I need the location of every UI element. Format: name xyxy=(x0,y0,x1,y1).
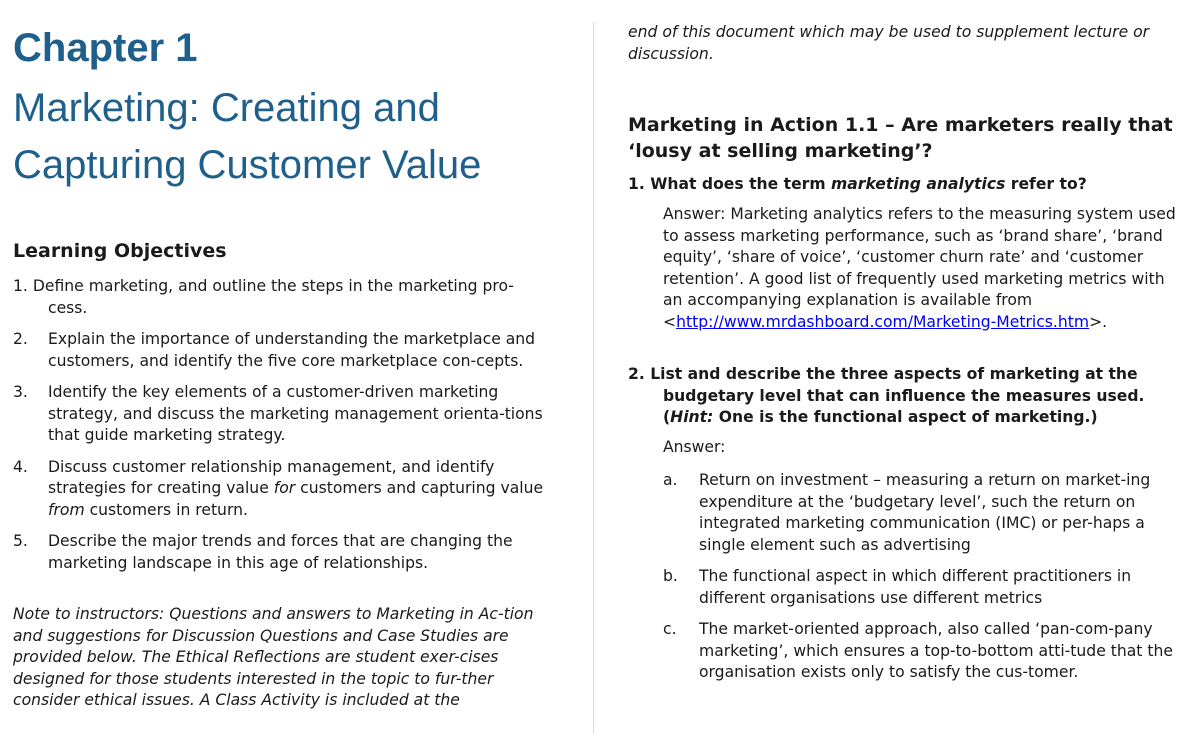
metrics-link[interactable]: http://www.mrdashboard.com/Marketing-Metrics.htm xyxy=(676,312,1090,331)
objectives-list xyxy=(13,276,568,584)
section-heading: Marketing in Action 1.1 – Are marketers really that ‘lousy at selling marketing’? xyxy=(628,114,1173,162)
list-item: 1. Define marketing, and outline the steps in the marketing pro- cess. xyxy=(13,277,514,317)
learning-objectives-heading: Learning Objectives xyxy=(13,240,227,262)
question-1: 1. What does the term marketing analytics refer to? xyxy=(628,175,1087,193)
list-item: 5. Describe the major trends and forces that are changing the marketing landscape in this age of relationships. xyxy=(13,532,513,572)
list-item: 4. Discuss customer relationship management, and identify strategies for creating value for customers and capturing value from customers in return. xyxy=(13,457,544,519)
chapter-heading: Chapter 1 xyxy=(13,26,198,70)
continued-note: end of this document which may be used to supplement lecture or discussion. xyxy=(628,23,1150,63)
answer-1: Answer: Marketing analytics refers to the measuring system used to assess marketing performance, such as ‘brand share’, ‘brand equity’, ‘share of voice’, ‘customer churn rate’ and ‘customer retention’. A good list of frequently used marketing metrics with an accompanying explanation is available from <http://www.mrdashboard.com/Marketing-Metrics.htm>. xyxy=(663,205,1176,331)
answer-label: Answer: xyxy=(663,438,726,456)
list-item: b. The functional aspect in which different practitioners in different organisations use different metrics xyxy=(663,567,1132,607)
chapter-title: Marketing: Creating and Capturing Customer Value xyxy=(13,86,482,187)
question-2: 2. List and describe the three aspects of marketing at the budgetary level that can influence the measures used. (Hint: One is the functional aspect of marketing.) xyxy=(628,365,1145,426)
column-divider xyxy=(593,22,594,734)
list-item: c. The market-oriented approach, also called ‘pan-com-pany marketing’, which ensures a top-to-bottom atti-tude that the organisation exists only to satisfy the cus-tomer. xyxy=(663,620,1173,681)
list-item: 3. Identify the key elements of a customer-driven marketing strategy, and discuss the marketing management orienta-tions that guide marketing strategy. xyxy=(13,383,543,444)
list-item: 2. Explain the importance of understanding the marketplace and customers, and identify the five core marketplace con-cepts. xyxy=(13,330,536,370)
list-item: a. Return on investment – measuring a return on market-ing expenditure at the ‘budgetary level’, such the return on integrated marketing communication (IMC) or per-haps a single element such as advertising xyxy=(663,471,1151,554)
instructor-note: Note to instructors: Questions and answers to Marketing in Ac-tion and suggestions for Discussion Questions and Case Studies are provided below. The Ethical Reflections are student exer-cises designed for those students interested in the topic to fur-ther consider ethical issues. A Class Activity is included at the xyxy=(13,605,534,709)
